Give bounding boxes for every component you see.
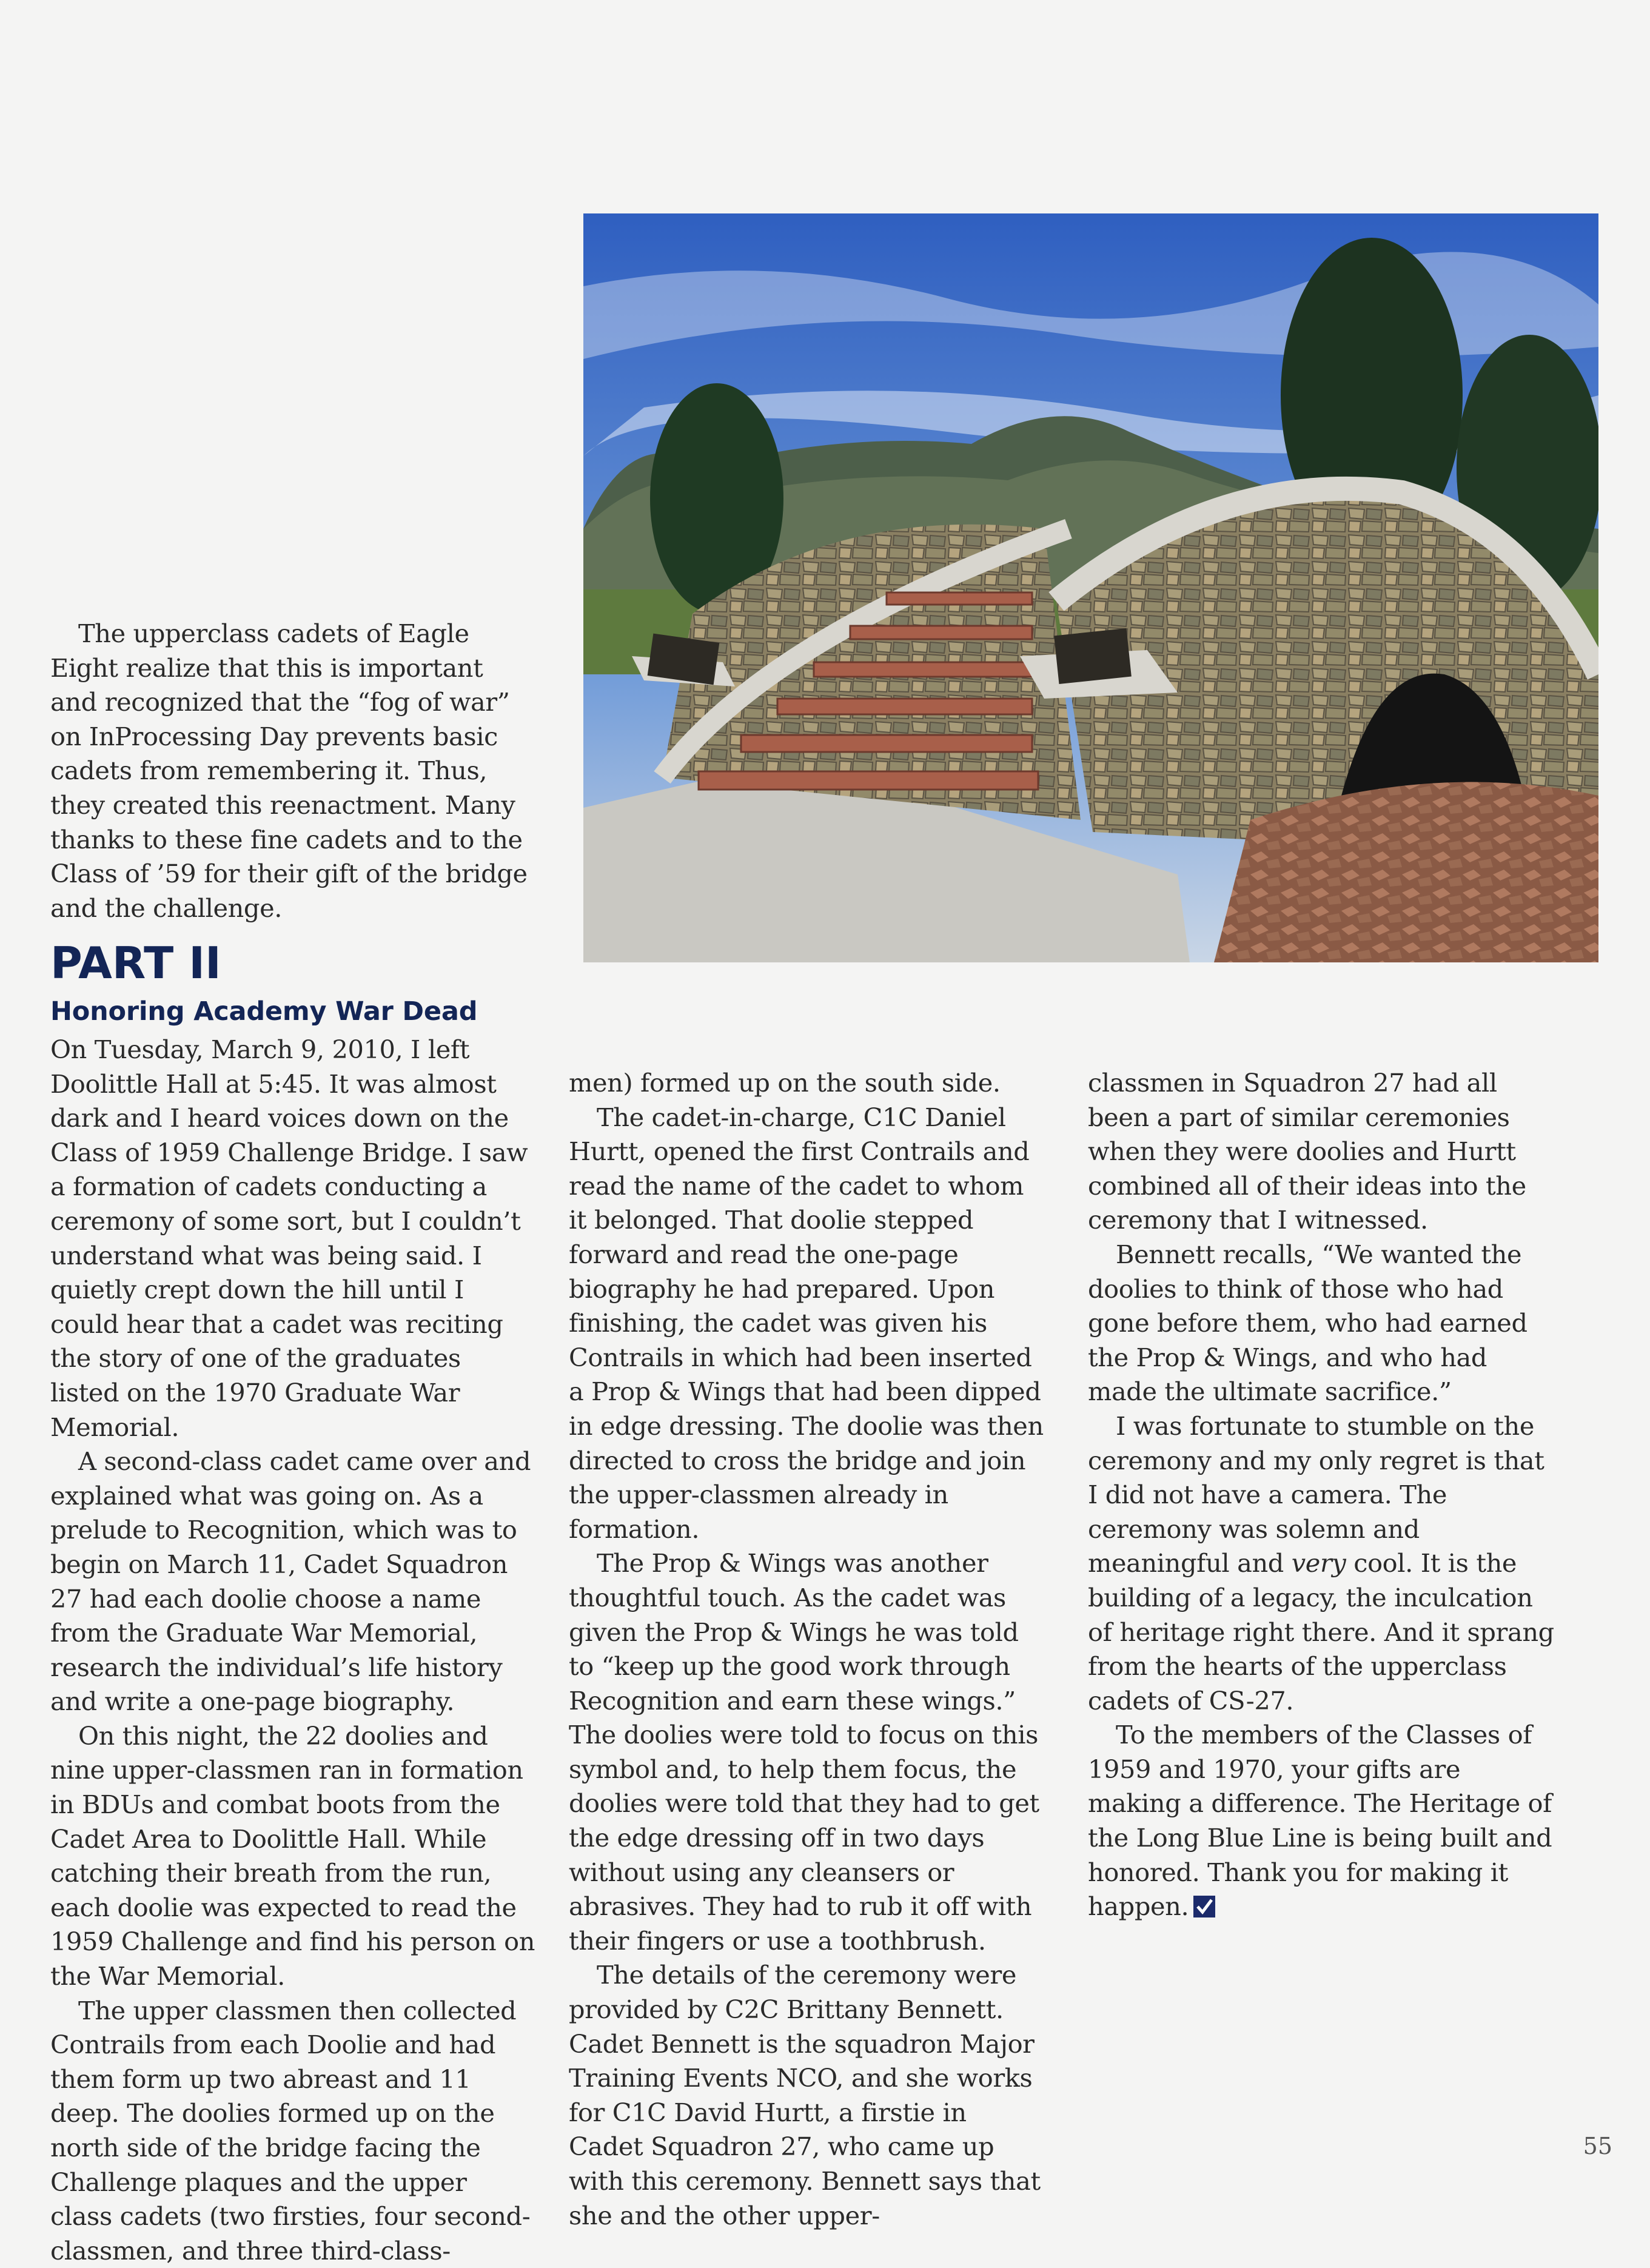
- body-paragraph: Bennett recalls, “We wanted the doolies to think of those who had gone before them, who had earned the Prop & Wings, and who had made the ultimate sacrifice.”: [1088, 1239, 1528, 1407]
- body-paragraph: The details of the ceremony were provided by C2C Brittany Bennett. Cadet Bennett is the squadron Major Training Events NCO, and she works for C1C David Hurtt, a firstie in Cadet Squadron 27, who came up with this ceremony. Bennett says that she and the other upper-: [569, 1960, 1041, 2230]
- body-paragraph: classmen in Squadron 27 had all been a part of similar ceremonies when they were doolies and Hurtt combined all of their ideas into the ceremony that I witnessed.: [1088, 1068, 1526, 1235]
- bridge-photo: [583, 213, 1598, 962]
- body-paragraph: On Tuesday, March 9, 2010, I left Doolittle Hall at 5:45. It was almost dark and I heard voices down on the Class of 1959 Challenge Bridge. I saw a formation of cadets conducting a ceremony of some sort, but I couldn’t understand what was being said. I quietly crept down the hill until I could hear that a cadet was reciting the story of one of the graduates listed on the 1970 Graduate War Memorial.: [50, 1035, 528, 1442]
- body-paragraph: The Prop & Wings was another thoughtful touch. As the cadet was given the Prop & Wings he was told to “keep up the good work through Recognition and earn these wings.” The doolies were told to focus on this symbol and, to help them focus, the doolies were told that they had to get the edge dressing off in two days without using any cleansers or abrasives. They had to rub it off with their fingers or use a toothbrush.: [569, 1548, 1039, 1956]
- closing-text: To the members of the Classes of 1959 and 1970, your gifts are making a difference. The Heritage of the Long Blue Line is being built and honored. Thank you for making it happen.: [1088, 1720, 1552, 1922]
- body-paragraph: A second-class cadet came over and explained what was going on. As a prelude to Recognition, which was to begin on March 11, Cadet Squadron 27 had each doolie choose a name from the Graduate War Memorial, research the individual’s life history and write a one-page biography.: [50, 1446, 531, 1717]
- section-title: PART II: [50, 938, 221, 988]
- body-text: cool. It is the building of a legacy, the inculcation of heritage right there. And it sprang from the hearts of the upperclass cadets of CS-27.: [1088, 1548, 1554, 1716]
- section-subtitle: Honoring Academy War Dead: [50, 996, 478, 1027]
- body-paragraph: [1088, 1409, 1561, 1718]
- body-text: I was fortunate to stumble on the ceremony and my only regret is that I did not have a camera. The ceremony was solemn and meaningful and: [1088, 1411, 1544, 1579]
- body-paragraph: [1088, 1718, 1561, 1924]
- body-paragraph: The upper classmen then collected Contrails from each Doolie and had them form up two abreast and 11 deep. The doolies formed up on the north side of the bridge facing the Challenge plaques and the upper class cadets (two firsties, four second-classmen, and three third-class-: [50, 1995, 531, 2266]
- stone-bridge-image: [583, 213, 1598, 962]
- body-paragraph: men) formed up on the south side.: [569, 1068, 1001, 1098]
- intro-paragraph: The upperclass cadets of Eagle Eight realize that this is important and recognized that the “fog of war” on InProcessing Day prevents basic cadets from remembering it. Thus, they created this reenactment. Many thanks to these fine cadets and to the Class of ’59 for their gift of the bridge and the challenge.: [50, 619, 528, 923]
- body-column-right: [1088, 1066, 1561, 1924]
- intro-column: [50, 617, 535, 925]
- body-paragraph: On this night, the 22 doolies and nine upper-classmen ran in formation in BDUs and combat boots from the Cadet Area to Doolittle Hall. While catching their breath from the run, each doolie was expected to read the 1959 Challenge and find his person on the War Memorial.: [50, 1720, 535, 1991]
- checkbox-check-icon: [1193, 1896, 1215, 1917]
- body-column-middle: [569, 1066, 1048, 2233]
- body-paragraph: The cadet-in-charge, C1C Daniel Hurtt, opened the first Contrails and read the name of the cadet to whom it belonged. That doolie stepped forward and read the one-page biography he had prepared. Upon finishing, the cadet was given his Contrails in which had been inserted a Prop & Wings that had been dipped in edge dressing. The doolie was then directed to cross the bridge and join the upper-classmen already in formation.: [569, 1102, 1044, 1544]
- body-column-left: [50, 1033, 535, 2268]
- page-number: 55: [1583, 2133, 1612, 2159]
- emphasis-text: very: [1291, 1548, 1346, 1579]
